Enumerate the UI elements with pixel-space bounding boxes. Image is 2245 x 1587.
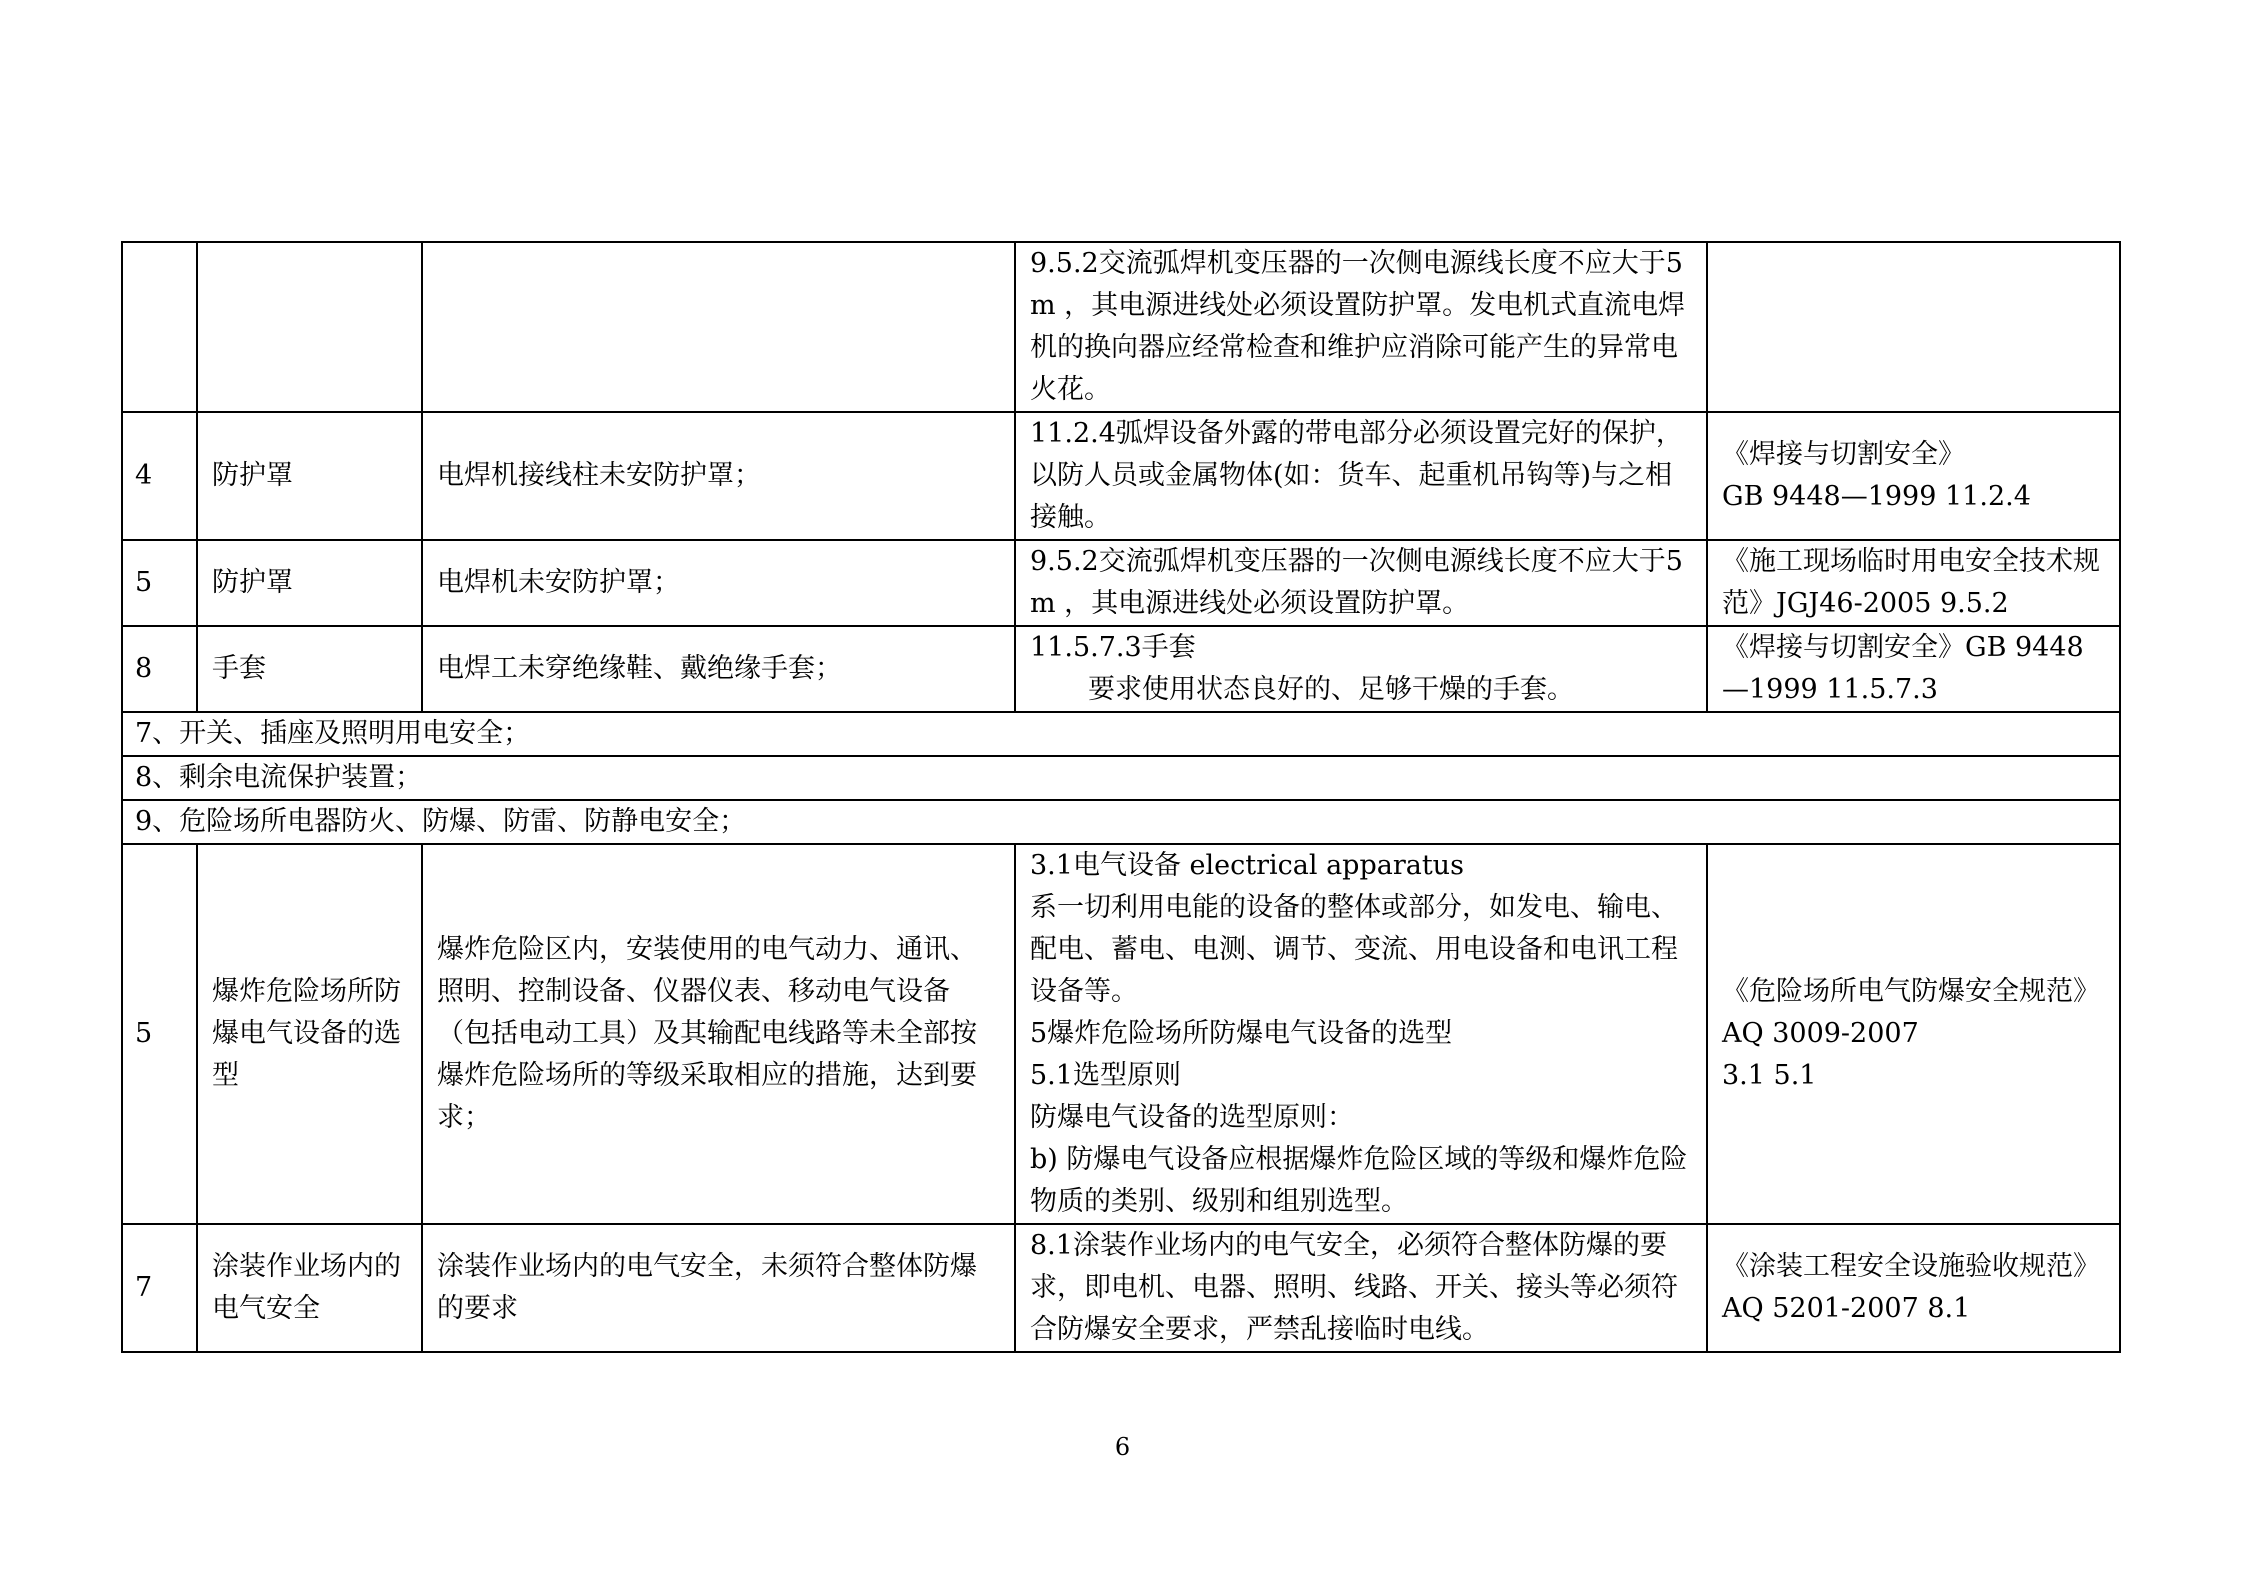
section-row xyxy=(122,800,2120,844)
row-number: 4 xyxy=(122,412,197,540)
requirement-text: 8.1涂装作业场内的电气安全，必须符合整体防爆的要求，即电机、电器、照明、线路、开关、接头等必须符合防爆安全要求，严禁乱接临时电线。 xyxy=(1015,1224,1707,1352)
row-number xyxy=(122,242,197,412)
row-number: 7 xyxy=(122,1224,197,1352)
check-item: 涂装作业场内的电气安全 xyxy=(197,1224,422,1352)
check-item: 爆炸危险场所防爆电气设备的选型 xyxy=(197,844,422,1224)
hazard-description: 爆炸危险区内，安装使用的电气动力、通讯、照明、控制设备、仪器仪表、移动电气设备（包括电动工具）及其输配电线路等未全部按爆炸危险场所的等级采取相应的措施，达到要求； xyxy=(422,844,1015,1224)
requirement-title: 11.5.7.3手套 xyxy=(1030,632,1196,663)
table-row xyxy=(122,540,2120,626)
section-heading-8: 8、剩余电流保护装置； xyxy=(122,756,2120,800)
inspection-table xyxy=(121,241,2121,1353)
page-number: 6 xyxy=(1114,1433,1131,1461)
hazard-description: 电焊机未安防护罩； xyxy=(422,540,1015,626)
requirement-body: 要求使用状态良好的、足够干燥的手套。 xyxy=(1088,674,1574,705)
hazard-description: 电焊工未穿绝缘鞋、戴绝缘手套； xyxy=(422,626,1015,712)
hazard-description xyxy=(422,242,1015,412)
section-heading-7: 7、开关、插座及照明用电安全； xyxy=(122,712,2120,756)
check-item: 防护罩 xyxy=(197,540,422,626)
check-item: 手套 xyxy=(197,626,422,712)
section-row xyxy=(122,756,2120,800)
row-number: 5 xyxy=(122,540,197,626)
hazard-description: 涂装作业场内的电气安全，未须符合整体防爆的要求 xyxy=(422,1224,1015,1352)
table-row xyxy=(122,242,2120,412)
requirement-text: 9.5.2交流弧焊机变压器的一次侧电源线长度不应大于5m ，其电源进线处必须设置防护罩。 xyxy=(1015,540,1707,626)
regulation-basis: 《涂装工程安全设施验收规范》 AQ 5201-2007 8.1 xyxy=(1707,1224,2120,1352)
regulation-basis: 《施工现场临时用电安全技术规范》JGJ46-2005 9.5.2 xyxy=(1707,540,2120,626)
table-row xyxy=(122,626,2120,712)
requirement-text: 3.1电气设备 electrical apparatus 系一切利用电能的设备的整体或部分，如发电、输电、配电、蓄电、电测、调节、变流、用电设备和电讯工程设备等。 5爆炸危险场所防爆电气设备的选型 5.1选型原则 防爆电气设备的选型原则： b) 防爆电气设备应根据爆炸危险区域的等级和爆炸危险物质的类别、级别和组别选型。 xyxy=(1015,844,1707,1224)
regulation-basis: 《危险场所电气防爆安全规范》 AQ 3009-2007 3.1 5.1 xyxy=(1707,844,2120,1224)
regulation-basis xyxy=(1707,242,2120,412)
section-row xyxy=(122,712,2120,756)
requirement-text: 11.2.4弧焊设备外露的带电部分必须设置完好的保护，以防人员或金属物体(如：货车、起重机吊钩等)与之相接触。 xyxy=(1015,412,1707,540)
regulation-basis: 《焊接与切割安全》GB 9448—1999 11.5.7.3 xyxy=(1707,626,2120,712)
table-row xyxy=(122,1224,2120,1352)
check-item xyxy=(197,242,422,412)
table-row xyxy=(122,412,2120,540)
row-number: 5 xyxy=(122,844,197,1224)
section-heading-9: 9、危险场所电器防火、防爆、防雷、防静电安全； xyxy=(122,800,2120,844)
row-number: 8 xyxy=(122,626,197,712)
regulation-basis: 《焊接与切割安全》 GB 9448—1999 11.2.4 xyxy=(1707,412,2120,540)
table-row xyxy=(122,844,2120,1224)
requirement-text xyxy=(1015,626,1707,712)
hazard-description: 电焊机接线柱未安防护罩； xyxy=(422,412,1015,540)
check-item: 防护罩 xyxy=(197,412,422,540)
requirement-text: 9.5.2交流弧焊机变压器的一次侧电源线长度不应大于5m ，其电源进线处必须设置防护罩。发电机式直流电焊机的换向器应经常检查和维护应消除可能产生的异常电火花。 xyxy=(1015,242,1707,412)
